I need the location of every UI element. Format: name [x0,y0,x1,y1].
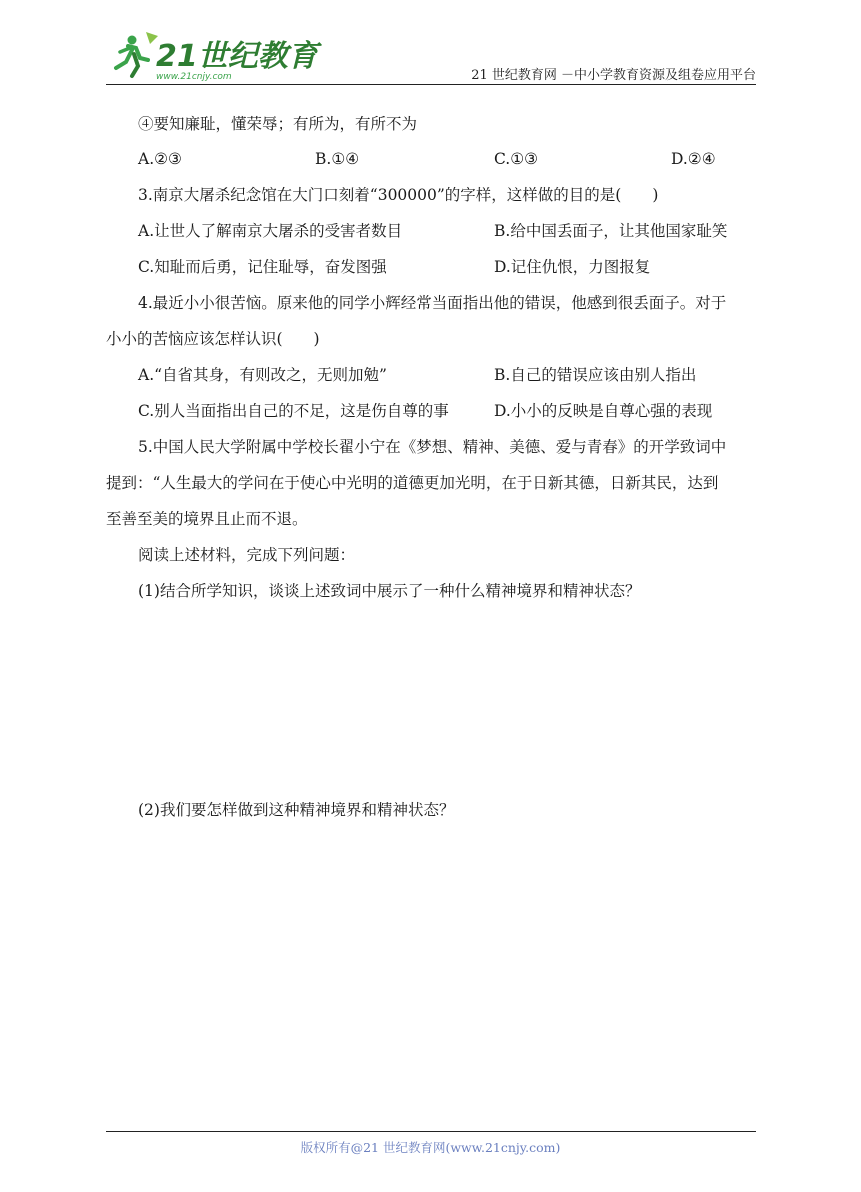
q5-line-3: 至善至美的境界且止而不退。 [106,510,308,528]
runner-icon [116,32,158,76]
q2-option-b: B.①④ [315,150,360,168]
logo-text: 21世纪教育 [156,39,318,74]
q3-option-d: D.记住仇恨，力图报复 [494,258,651,276]
q2-option-c: C.①③ [494,150,539,168]
q2-item-4: ④要知廉耻，懂荣辱；有所为，有所不为 [138,115,418,133]
logo-graphic [106,30,318,82]
q3-option-c: C.知耻而后勇，记住耻辱，奋发图强 [138,258,387,276]
footer-copyright[interactable]: 版权所有@21 世纪教育网(www.21cnjy.com) [300,1140,561,1155]
q5-line-2: 提到：“人生最大的学问在于使心中光明的道德更加光明，在于日新其德，日新其民，达到 [106,474,719,492]
q5-line-1: 5.中国人民大学附属中学校长翟小宁在《梦想、精神、美德、爱与青春》的开学致词中 [138,438,727,456]
q3-option-a: A.让世人了解南京大屠杀的受害者数目 [138,222,403,240]
q4-option-a: A.“自省其身，有则改之，无则加勉” [138,366,387,384]
q3-option-b: B.给中国丢面子，让其他国家耻笑 [494,222,728,240]
q5-subquestion-1: (1)结合所学知识，谈谈上述致词中展示了一种什么精神境界和精神状态？ [138,582,641,600]
logo-url-text: www.21cnjy.com [156,72,232,82]
q4-option-b: B.自己的错误应该由别人指出 [494,366,697,384]
q4-stem-line-1: 4.最近小小很苦恼。原来他的同学小辉经常当面指出他的错误，他感到很丢面子。对于 [138,294,727,312]
q2-option-a: A.②③ [138,150,182,168]
q3-stem: 3.南京大屠杀纪念馆在大门口刻着“300000”的字样，这样做的目的是( ) [138,186,659,204]
q2-option-d: D.②④ [671,150,716,168]
site-slogan: 21 世纪教育网 －中小学教育资源及组卷应用平台 [471,68,756,83]
page-header [106,30,756,85]
q4-option-d: D.小小的反映是自尊心强的表现 [494,402,713,420]
q5-instruction: 阅读上述材料，完成下列问题： [138,546,356,564]
q4-stem-line-2: 小小的苦恼应该怎样认识( ) [106,330,320,348]
site-logo[interactable] [106,30,318,82]
header-divider [106,84,756,85]
footer-divider [106,1131,756,1132]
q4-option-c: C.别人当面指出自己的不足，这是伤自尊的事 [138,402,449,420]
q5-subquestion-2: (2)我们要怎样做到这种精神境界和精神状态？ [138,801,455,819]
